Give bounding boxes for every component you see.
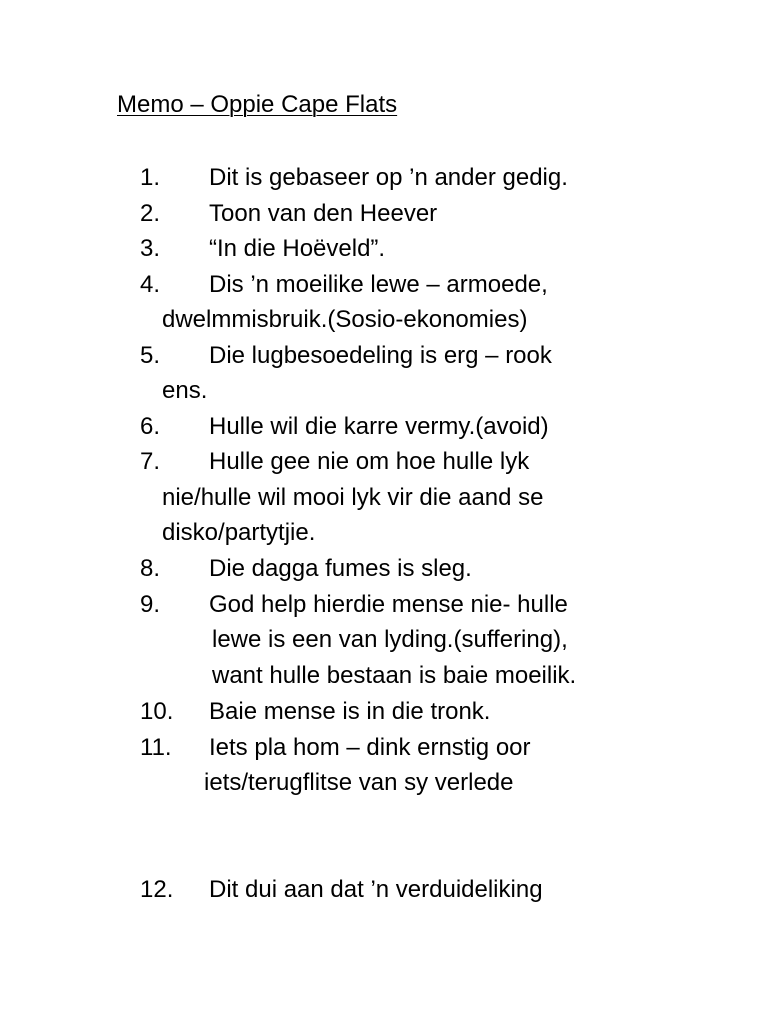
item-text: Toon van den Heever xyxy=(209,199,438,227)
item-text: Dit dui aan dat ’n verduideliking xyxy=(209,876,543,903)
item-number: 10. xyxy=(140,698,174,725)
item-text: Dit is gebaseer op ’n ander gedig. xyxy=(209,164,568,191)
item-text-continued: iets/terugflitse van sy verlede xyxy=(204,769,514,796)
item-text-continued: want hulle bestaan is baie moeilik. xyxy=(212,661,577,689)
item-number: 8. xyxy=(140,555,161,582)
item-number: 5. xyxy=(140,341,161,369)
item-number: 6. xyxy=(140,412,161,440)
item-number: 11. xyxy=(140,733,172,761)
item-number: 4. xyxy=(140,270,161,298)
item-text: God help hierdie mense nie- hulle xyxy=(209,590,568,618)
item-text: Iets pla hom – dink ernstig oor xyxy=(209,733,531,761)
item-text: Die dagga fumes is sleg. xyxy=(209,555,472,582)
item-text: “In die Hoëveld”. xyxy=(209,235,386,262)
item-text: Dis ’n moeilike lewe – armoede, xyxy=(209,270,548,298)
item-number: 7. xyxy=(140,448,161,475)
item-text: Die lugbesoedeling is erg – rook xyxy=(209,341,552,369)
memo-title: Memo – Oppie Cape Flats xyxy=(117,91,398,118)
item-text: Baie mense is in die tronk. xyxy=(209,698,491,725)
item-number: 3. xyxy=(140,235,161,262)
item-text-continued: lewe is een van lyding.(suffering), xyxy=(212,626,568,653)
item-text: Hulle gee nie om hoe hulle lyk xyxy=(209,448,530,475)
item-text-continued: disko/partytjie. xyxy=(162,519,316,546)
item-text-continued: ens. xyxy=(162,377,208,404)
item-number: 1. xyxy=(140,164,161,191)
item-number: 2. xyxy=(140,199,161,227)
item-text-continued: nie/hulle wil mooi lyk vir die aand se xyxy=(162,483,544,511)
item-text: Hulle wil die karre vermy.(avoid) xyxy=(209,412,549,440)
item-number: 12. xyxy=(140,876,174,903)
item-text-continued: dwelmmisbruik.(Sosio-ekonomies) xyxy=(162,306,528,333)
item-number: 9. xyxy=(140,590,161,618)
